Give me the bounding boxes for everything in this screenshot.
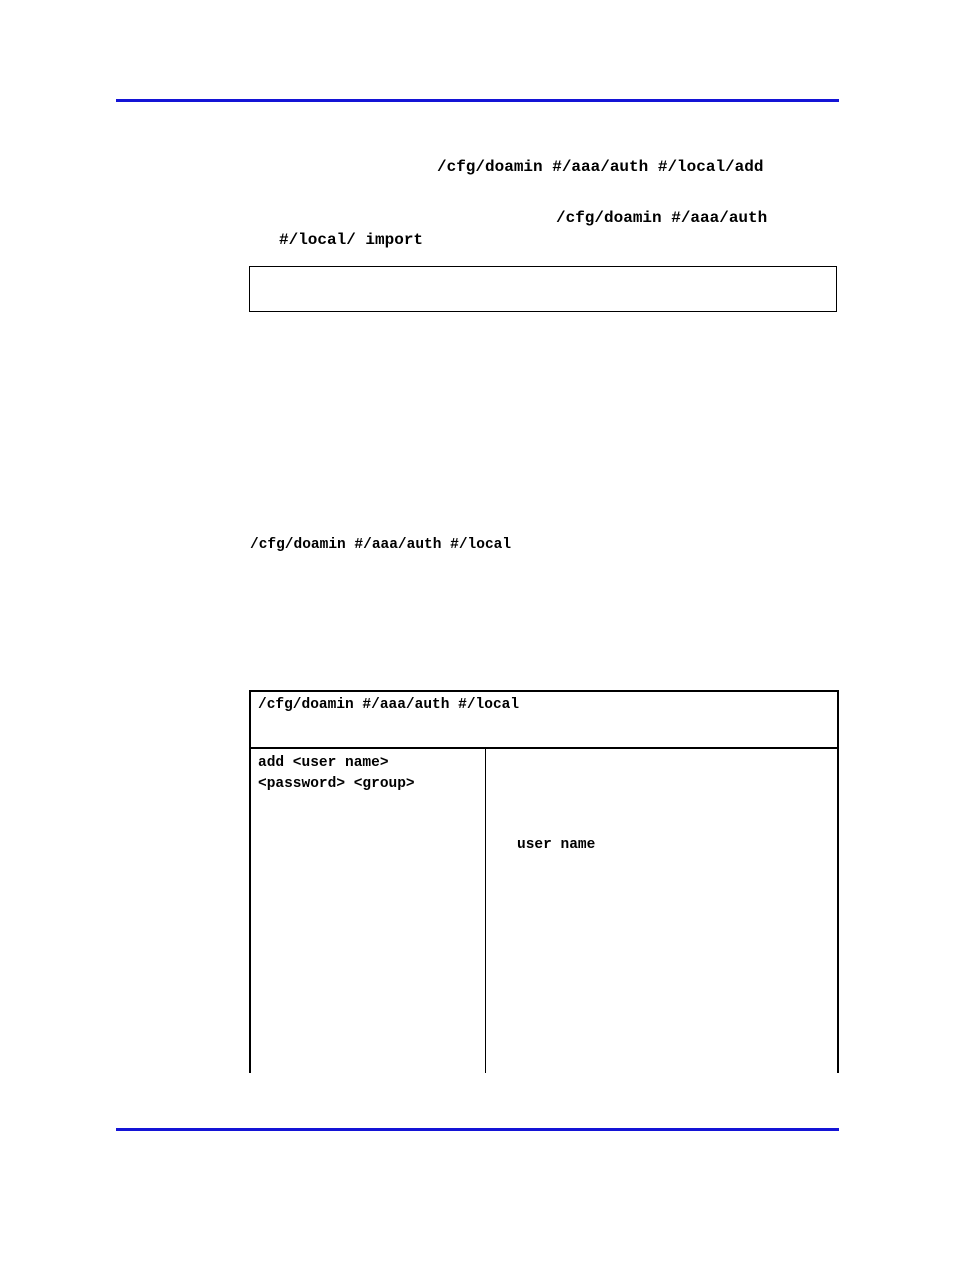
- import-command-path-line2: #/local/ import: [279, 231, 424, 249]
- table-row-command-line2: <password> <group>: [258, 776, 415, 792]
- table-header: /cfg/doamin #/aaa/auth #/local: [258, 697, 520, 713]
- table-border-top: [249, 690, 839, 692]
- add-command-path: /cfg/doamin #/aaa/auth #/local/add: [437, 158, 764, 176]
- import-command-path-line1: /cfg/doamin #/aaa/auth: [556, 209, 768, 227]
- note-box: [249, 266, 837, 312]
- table-column-separator: [485, 747, 486, 1073]
- command-table: [249, 690, 839, 1073]
- header-rule: [116, 99, 839, 102]
- table-row-command-line1: add <user name>: [258, 755, 389, 771]
- table-row-parameter: user name: [517, 837, 596, 853]
- menu-path: /cfg/doamin #/aaa/auth #/local: [250, 537, 512, 553]
- table-header-separator: [249, 747, 839, 749]
- footer-rule: [116, 1128, 839, 1131]
